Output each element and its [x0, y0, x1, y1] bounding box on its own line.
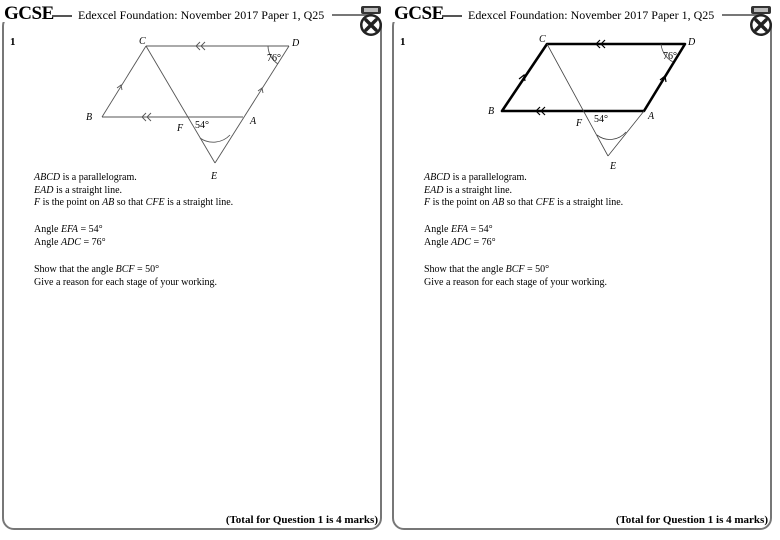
- line-ce: [547, 44, 608, 156]
- right-panel: [390, 0, 780, 540]
- parallelogram-diagram-highlighted: [390, 0, 780, 190]
- facts-block: [34, 172, 233, 210]
- question-number: 1: [400, 36, 406, 48]
- angle-efa-label: 54°: [195, 120, 209, 131]
- gcse-logo: GCSE: [394, 3, 444, 24]
- point-c: C: [539, 34, 546, 45]
- point-d: D: [688, 37, 696, 48]
- fact-line: F is the point on AB so that CFE is a straight line.: [424, 197, 624, 208]
- instruction-line: Give a reason for each stage of your working.: [424, 276, 607, 288]
- total-marks: (Total for Question 1 is 4 marks): [615, 514, 768, 526]
- point-a: A: [648, 111, 655, 122]
- angles-block: [424, 224, 496, 249]
- angle-adc-label: 76°: [267, 53, 281, 64]
- point-e: E: [610, 161, 617, 172]
- line-ce: [146, 46, 215, 163]
- point-a: A: [250, 116, 257, 127]
- angle-line: Angle EFA = 54°: [34, 224, 103, 235]
- angle-efa-label: 54°: [594, 114, 608, 125]
- angle-line: Angle ADC = 76°: [34, 236, 106, 248]
- angle-line: Angle ADC = 76°: [424, 236, 496, 248]
- instruction-line: Show that the angle BCF = 50°: [34, 264, 160, 275]
- instruction-line: Show that the angle BCF = 50°: [424, 264, 550, 275]
- point-b: B: [86, 112, 93, 123]
- page-title: Edexcel Foundation: November 2017 Paper 1, Q25: [468, 8, 715, 22]
- instruction-line: Give a reason for each stage of your working.: [34, 276, 217, 288]
- angle-arc-efa: [200, 135, 230, 142]
- point-f: F: [177, 123, 184, 134]
- question-number: 1: [10, 36, 16, 48]
- point-e: E: [211, 171, 218, 182]
- line-bc: [102, 46, 146, 117]
- line-ea: [608, 111, 644, 156]
- fact-line: EAD is a straight line.: [34, 184, 123, 196]
- parallelogram-diagram: [0, 0, 390, 190]
- point-b: B: [488, 106, 495, 117]
- page-title: Edexcel Foundation: November 2017 Paper 1, Q25: [78, 8, 325, 22]
- angles-block: [34, 224, 106, 249]
- facts-block: [424, 172, 623, 210]
- instructions-block: [424, 264, 607, 289]
- point-d: D: [292, 38, 300, 49]
- point-f: F: [576, 118, 583, 129]
- total-marks: (Total for Question 1 is 4 marks): [225, 514, 378, 526]
- gcse-logo: GCSE: [4, 3, 54, 24]
- fact-line: ABCD is a parallelogram.: [424, 172, 527, 183]
- angle-adc-label: 76°: [663, 51, 677, 62]
- angle-line: Angle EFA = 54°: [424, 224, 493, 235]
- point-c: C: [139, 36, 146, 47]
- fact-line: ABCD is a parallelogram.: [34, 172, 137, 183]
- parallelogram-abcd: [502, 44, 685, 111]
- instructions-block: [34, 264, 217, 289]
- fact-line: EAD is a straight line.: [424, 184, 513, 196]
- fact-line: F is the point on AB so that CFE is a straight line.: [34, 197, 234, 208]
